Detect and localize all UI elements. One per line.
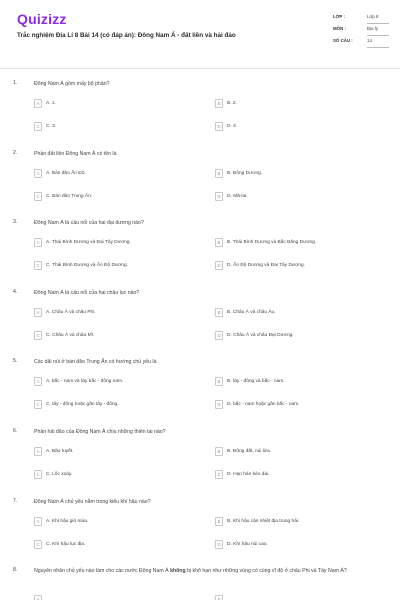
meta-key: LỚP : bbox=[333, 14, 345, 19]
option-text: A. Thái Bình Dương và Đại Tây Dương. bbox=[46, 239, 131, 245]
option-letter-box: C bbox=[34, 400, 42, 409]
option-letter-box: B bbox=[215, 517, 223, 526]
worksheet-title: Trắc nghiệm Địa Lí 8 Bài 14 (có đáp án): Đông Nam Á - đất liền và hải đảo bbox=[17, 32, 236, 39]
question-text: Đông Nam Á là cầu nối của hai đại dương nào? bbox=[34, 220, 144, 226]
worksheet-header bbox=[0, 0, 400, 66]
meta-value: 14 bbox=[367, 38, 372, 43]
question-number: 7. bbox=[13, 498, 18, 504]
option-text: D. Mã-lai. bbox=[227, 193, 248, 199]
question-text bbox=[34, 567, 364, 575]
option-text: A. Bán đảo Ấn Độ. bbox=[46, 170, 86, 176]
option-letter-box: D bbox=[215, 192, 223, 201]
question-text: Phần hải đảo của Đông Nam Á chịu những thiên tai nào? bbox=[34, 429, 166, 435]
option-text: C. Lốc xoáy. bbox=[46, 471, 73, 477]
option-letter-box: B bbox=[215, 99, 223, 108]
option-text: B. 2. bbox=[227, 100, 237, 106]
option-text: A. bắc - nam và tây bắc - đông nam. bbox=[46, 378, 124, 384]
question-number: 3. bbox=[13, 219, 18, 225]
meta-key: MÔN : bbox=[333, 26, 346, 31]
question-text: Đông Nam Á là cầu nối của hai châu lục nào? bbox=[34, 290, 140, 296]
question-number: 6. bbox=[13, 428, 18, 434]
question-number: 2. bbox=[13, 150, 18, 156]
question-text-part: bị khô hạn như những vùng có cùng vĩ độ ở châu Phi và Tây Nam Á? bbox=[185, 568, 347, 574]
question-text: Phần đất liền Đông Nam Á có tên là bbox=[34, 151, 117, 157]
option-text: D. Châu Á và châu Đại Dương. bbox=[227, 332, 294, 338]
question-text: Đông Nam Á chủ yếu nằm trong kiểu khí hậu nào? bbox=[34, 499, 151, 505]
option-letter-box: C bbox=[34, 192, 42, 201]
meta-underline bbox=[367, 47, 389, 48]
option-text: C. 3. bbox=[46, 123, 57, 129]
option-text: C. Bán đảo Trung Ấn. bbox=[46, 193, 93, 199]
question-number: 8. bbox=[13, 567, 18, 573]
option-letter-box: B bbox=[215, 169, 223, 178]
option-letter-box: A bbox=[34, 99, 42, 108]
option-letter-box: C bbox=[34, 122, 42, 131]
meta-row-subject bbox=[333, 24, 389, 36]
option-letter-box: A bbox=[34, 238, 42, 247]
option-letter-box: C bbox=[34, 331, 42, 340]
header-divider bbox=[0, 68, 400, 69]
option-text: B. Khí hậu cận nhiệt địa trung hải. bbox=[227, 518, 300, 524]
option-text: D. Khí hậu núi cao. bbox=[227, 541, 268, 547]
meta-value: Địa lý bbox=[367, 26, 378, 31]
option-letter-box: C bbox=[34, 470, 42, 479]
meta-row-count bbox=[333, 36, 389, 48]
option-letter-box: A bbox=[34, 308, 42, 317]
option-letter-box: B bbox=[215, 308, 223, 317]
option-text: A. Châu Á và châu Phi. bbox=[46, 309, 96, 315]
option-letter-box: C bbox=[34, 540, 42, 549]
option-text: C. Khí hậu lục địa. bbox=[46, 541, 86, 547]
question-text: Đông Nam Á gồm mấy bộ phận? bbox=[34, 81, 110, 87]
option-letter-box: B bbox=[215, 377, 223, 386]
option-text: B. Đông Dương. bbox=[227, 170, 263, 176]
meta-underline bbox=[367, 23, 389, 24]
option-text: C. tây - đông hoặc gần tây - đông. bbox=[46, 401, 119, 407]
meta-row-grade bbox=[333, 12, 389, 24]
option-letter-box: A bbox=[34, 447, 42, 456]
option-letter-box: C bbox=[34, 261, 42, 270]
meta-key: SỐ CÂU : bbox=[333, 38, 353, 43]
option-letter-box: D bbox=[215, 331, 223, 340]
option-text: D. 4. bbox=[227, 123, 238, 129]
option-text: C. Thái Bình Dương và Ấn Độ Dương. bbox=[46, 262, 128, 268]
option-letter-box: B bbox=[215, 238, 223, 247]
option-text: A. Bão tuyết. bbox=[46, 448, 74, 454]
option-text: A. 1. bbox=[46, 100, 56, 106]
question-number: 1. bbox=[13, 80, 18, 86]
worksheet-meta bbox=[333, 12, 389, 48]
question-text-emphasis: không bbox=[170, 568, 186, 574]
option-letter-box: D bbox=[215, 400, 223, 409]
option-text: D. Hạn hán kéo dài. bbox=[227, 471, 270, 477]
option-text: B. Động đất, núi lửa. bbox=[227, 448, 272, 454]
question-text-part: Nguyên nhân chủ yếu nào làm cho các nước Đông Nam Á bbox=[34, 568, 171, 574]
option-letter-box: D bbox=[215, 470, 223, 479]
option-letter-box: D bbox=[215, 540, 223, 549]
option-letter-box: B bbox=[215, 447, 223, 456]
option-letter-box: A bbox=[34, 377, 42, 386]
option-text: D. Ấn Độ Dương và Đại Tây Dương. bbox=[227, 262, 305, 268]
question-number: 4. bbox=[13, 289, 18, 295]
option-text: A. Khí hậu gió mùa. bbox=[46, 518, 89, 524]
option-text: B. Thái Bình Dương và Bắc Băng Dương. bbox=[227, 239, 317, 245]
meta-value: Lớp 8 bbox=[367, 14, 379, 19]
option-letter-box: D bbox=[215, 261, 223, 270]
option-text: D. bắc - nam hoặc gần bắc - nam. bbox=[227, 401, 300, 407]
meta-underline bbox=[367, 35, 389, 36]
option-text: C. Châu Á và châu Mĩ. bbox=[46, 332, 95, 338]
question-number: 5. bbox=[13, 358, 18, 364]
option-text: B. Châu Á và châu Âu. bbox=[227, 309, 276, 315]
option-letter-box: A bbox=[34, 169, 42, 178]
option-letter-box: A bbox=[34, 595, 42, 600]
option-letter-box: D bbox=[215, 122, 223, 131]
option-letter-box: B bbox=[215, 595, 223, 600]
option-letter-box: A bbox=[34, 517, 42, 526]
option-text: B. tây - đông và bắc - nam. bbox=[227, 378, 285, 384]
quizizz-logo: Quizizz bbox=[17, 11, 67, 27]
question-text: Các dãi núi ở bán đảo Trung Ấn có hướng chủ yếu là bbox=[34, 359, 157, 365]
